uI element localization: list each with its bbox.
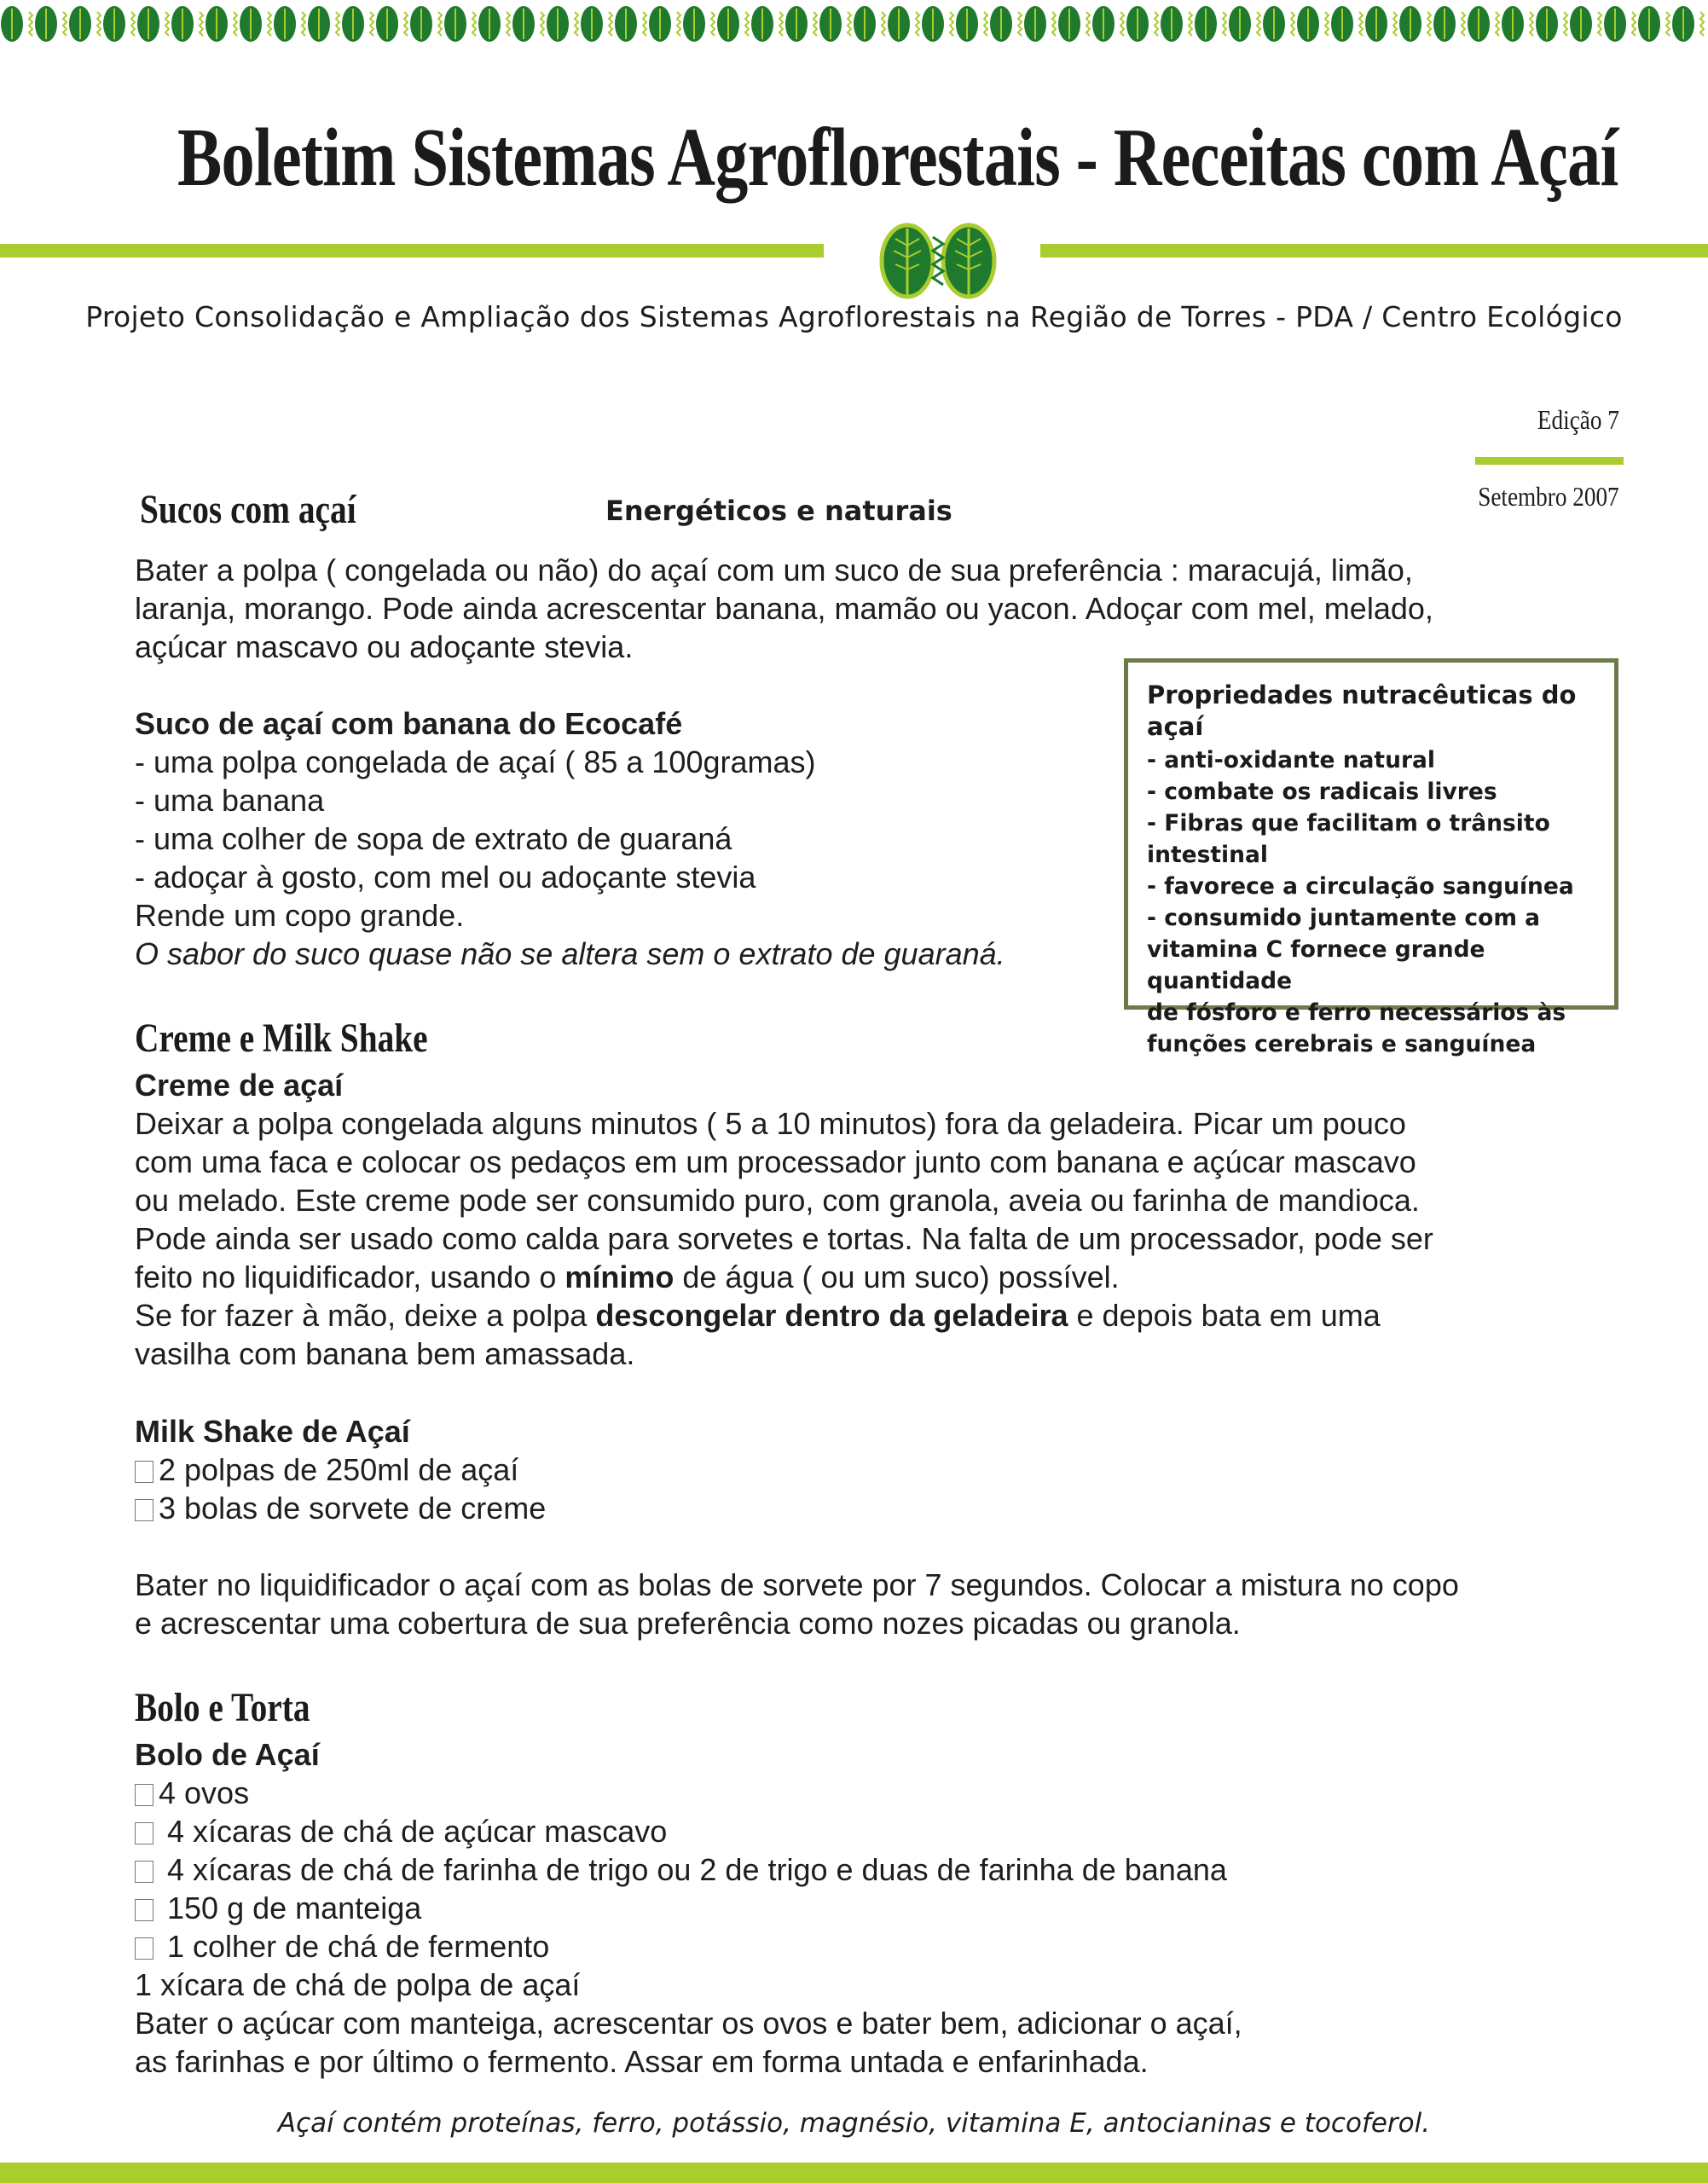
property-line: vitamina C fornece grande quantidade <box>1147 936 1485 994</box>
border-stem-icon <box>575 12 578 36</box>
checkbox-icon <box>135 1784 153 1806</box>
recipe-yield: Rende um copo grande. <box>135 898 465 933</box>
ingredient-item: - adoçar à gosto, com mel ou adoçante stevia <box>135 860 756 895</box>
checkbox-icon <box>135 1899 153 1921</box>
property-line: - Fibras que facilitam o trânsito <box>1147 810 1550 837</box>
property-line: - anti-oxidante natural <box>1147 747 1436 773</box>
divider-left <box>0 244 824 258</box>
border-stem-icon <box>1018 12 1022 36</box>
text-line: Deixar a polpa congelada alguns minutos ( 5 a 10 minutos) fora da geladeira. Picar um pouco <box>135 1106 1406 1141</box>
text-line <box>135 1296 1433 1335</box>
property-line: funções cerebrais e sanguínea <box>1147 1031 1537 1057</box>
border-stem-icon <box>472 12 476 36</box>
text-line: Pode ainda ser usado como calda para sorvetes e tortas. Na falta de um processador, pode ser <box>135 1221 1433 1256</box>
ingredient-text: 4 xícaras de chá de açúcar mascavo <box>159 1814 668 1849</box>
border-stem-icon <box>404 12 408 36</box>
border-stem-icon <box>677 12 680 36</box>
border-stem-icon <box>609 12 612 36</box>
border-stem-icon <box>302 12 305 36</box>
text-span: de água ( ou um suco) possível. <box>674 1259 1120 1294</box>
border-stem-icon <box>1120 12 1124 36</box>
border-stem-icon <box>950 12 953 36</box>
border-stem-icon <box>1598 12 1601 36</box>
property-line: - combate os radicais livres <box>1147 779 1497 805</box>
ingredient-item: - uma banana <box>135 783 325 818</box>
text-span: feito no liquidificador, usando o <box>135 1259 565 1294</box>
ingredient-item <box>135 1451 546 1489</box>
recipe-title: Milk Shake de Açaí <box>135 1414 410 1449</box>
border-stem-icon <box>1427 12 1431 36</box>
ingredient-item <box>135 1889 1242 1927</box>
property-line: intestinal <box>1147 842 1268 868</box>
text-line: vasilha com banana bem amassada. <box>135 1336 635 1371</box>
text-line: Bater a polpa ( congelada ou não) do açaí com um suco de sua preferência : maracujá, limão, <box>135 553 1413 588</box>
ingredient-text: 4 xícaras de chá de farinha de trigo ou 2 de trigo e duas de farinha de banana <box>159 1852 1227 1887</box>
text-line: Bater o açúcar com manteiga, acrescentar os ovos e bater bem, adicionar o açaí, <box>135 2006 1242 2041</box>
bold-text: mínimo <box>565 1259 675 1294</box>
border-stem-icon <box>1632 12 1636 36</box>
border-stem-icon <box>1700 12 1704 36</box>
ingredient-item: - uma colher de sopa de extrato de guaraná <box>135 821 732 856</box>
edition-label: Edição 7 <box>1537 404 1619 435</box>
property-line: - consumido juntamente com a <box>1147 905 1541 931</box>
border-stem-icon <box>370 12 373 36</box>
border-stem-icon <box>1291 12 1294 36</box>
ingredient-item <box>135 1489 546 1527</box>
ingredient-text: 150 g de manteiga <box>159 1891 422 1925</box>
border-stem-icon <box>234 12 237 36</box>
border-stem-icon <box>131 12 135 36</box>
recipe-note: O sabor do suco quase não se altera sem o extrato de guaraná. <box>135 936 1005 971</box>
property-line: de fósforo e ferro necessários às <box>1147 999 1566 1026</box>
border-stem-icon <box>1462 12 1465 36</box>
creme-recipe <box>135 1066 1433 1373</box>
ingredient-text: 2 polpas de 250ml de açaí <box>159 1452 519 1487</box>
border-stem-icon <box>1052 12 1056 36</box>
ingredient-item: - uma polpa congelada de açaí ( 85 a 100gramas) <box>135 744 816 779</box>
border-stem-icon <box>1564 12 1567 36</box>
text-line: ou melado. Este creme pode ser consumido puro, com granola, aveia ou farinha de mandioca. <box>135 1183 1420 1218</box>
border-stem-icon <box>882 12 885 36</box>
border-stem-icon <box>1359 12 1363 36</box>
ingredient-item <box>135 1850 1242 1889</box>
divider-right <box>1040 244 1708 258</box>
checkbox-icon <box>135 1861 153 1883</box>
border-stem-icon <box>848 12 851 36</box>
text-span: e depois bata em uma <box>1068 1298 1381 1333</box>
border-stem-icon <box>1155 12 1158 36</box>
section-title-bolo: Bolo e Torta <box>135 1685 310 1730</box>
ingredient-item: 1 xícara de chá de polpa de açaí <box>135 1967 581 2002</box>
border-stem-icon <box>1530 12 1533 36</box>
ingredient-item <box>135 1774 1242 1812</box>
footer-note: Açaí contém proteínas, ferro, potássio, magnésio, vitamina E, antocianinas e tocoferol. <box>277 2108 1431 2139</box>
page-title: Boletim Sistemas Agroflorestais - Receitas com Açaí <box>177 112 1618 204</box>
border-stem-icon <box>1189 12 1192 36</box>
section-title-creme: Creme e Milk Shake <box>135 1016 428 1061</box>
text-line: laranja, morango. Pode ainda acrescentar banana, mamão ou yacon. Adoçar com mel, melado, <box>135 591 1433 626</box>
footer-bar <box>0 2163 1708 2183</box>
milkshake-recipe <box>135 1412 546 1527</box>
border-stem-icon <box>165 12 169 36</box>
border-stem-icon <box>643 12 646 36</box>
ingredient-text: 1 colher de chá de fermento <box>159 1929 550 1964</box>
text-line: e acrescentar uma cobertura de sua preferência como nozes picadas ou granola. <box>135 1606 1241 1641</box>
text-span: Se for fazer à mão, deixe a polpa <box>135 1298 596 1333</box>
section-tagline: Energéticos e naturais <box>605 495 952 527</box>
leaf-border <box>0 0 1708 51</box>
recipe-title: Bolo de Açaí <box>135 1737 320 1772</box>
border-stem-icon <box>916 12 919 36</box>
border-stem-icon <box>507 12 510 36</box>
date-label: Setembro 2007 <box>1478 481 1619 512</box>
ingredient-text: 4 ovos <box>159 1775 250 1810</box>
project-subtitle: Projeto Consolidação e Ampliação dos Sistemas Agroflorestais na Região de Torres - PDA / Centro Ecológico <box>85 300 1623 333</box>
border-stem-icon <box>984 12 987 36</box>
text-line: com uma faca e colocar os pedaços em um processador junto com banana e açúcar mascavo <box>135 1144 1416 1179</box>
recipe-title: Suco de açaí com banana do Ecocafé <box>135 706 683 741</box>
border-stem-icon <box>813 12 817 36</box>
checkbox-icon <box>135 1822 153 1844</box>
properties-box <box>1124 658 1618 1057</box>
border-stem-icon <box>1393 12 1397 36</box>
ingredient-item <box>135 1812 1242 1850</box>
properties-title: Propriedades nutracêuticas do açaí <box>1147 680 1577 741</box>
border-stem-icon <box>1257 12 1260 36</box>
checkbox-icon <box>135 1937 153 1960</box>
leaf-pair-icon <box>871 220 1005 302</box>
border-stem-icon <box>1325 12 1329 36</box>
border-stem-icon <box>745 12 749 36</box>
border-stem-icon <box>1666 12 1670 36</box>
ingredient-text: 3 bolas de sorvete de creme <box>159 1491 547 1526</box>
text-line: açúcar mascavo ou adoçante stevia. <box>135 629 634 664</box>
text-line: Bater no liquidificador o açaí com as bolas de sorvete por 7 segundos. Colocar a mistura no copo <box>135 1567 1459 1602</box>
border-stem-icon <box>1086 12 1090 36</box>
border-stem-icon <box>1223 12 1226 36</box>
ingredient-item <box>135 1927 1242 1966</box>
property-line: - favorece a circulação sanguínea <box>1147 873 1574 900</box>
border-stem-icon <box>268 12 271 36</box>
edition-divider <box>1475 457 1624 465</box>
text-line <box>135 1258 1433 1296</box>
checkbox-icon <box>135 1461 153 1483</box>
border-stem-icon <box>541 12 544 36</box>
border-stem-icon <box>779 12 783 36</box>
border-stem-icon <box>97 12 101 36</box>
border-stem-icon <box>711 12 715 36</box>
border-stem-icon <box>1496 12 1499 36</box>
sucos-intro <box>135 551 1433 666</box>
border-stem-icon <box>200 12 203 36</box>
milkshake-method <box>135 1566 1459 1642</box>
bold-text: descongelar dentro da geladeira <box>595 1298 1068 1333</box>
recipe-title: Creme de açaí <box>135 1068 344 1103</box>
checkbox-icon <box>135 1499 153 1521</box>
bolo-recipe <box>135 1735 1242 2081</box>
border-stem-icon <box>63 12 67 36</box>
section-title-sucos: Sucos com açaí <box>140 487 356 532</box>
suco-recipe <box>135 704 1005 973</box>
border-stem-icon <box>438 12 442 36</box>
border-stem-icon <box>29 12 32 36</box>
text-line: as farinhas e por último o fermento. Assar em forma untada e enfarinhada. <box>135 2044 1149 2079</box>
border-stem-icon <box>336 12 339 36</box>
